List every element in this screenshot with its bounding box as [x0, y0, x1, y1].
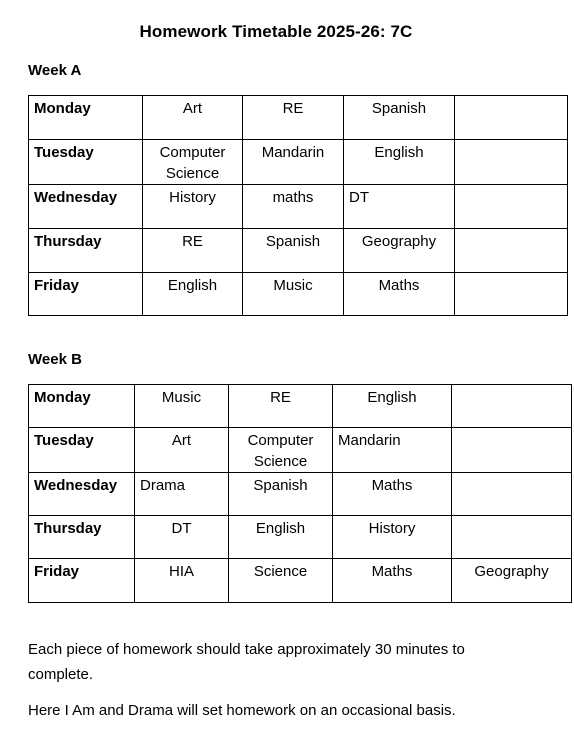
subject-cell: Art: [143, 96, 243, 140]
day-label: Tuesday: [29, 428, 135, 473]
subject-cell: [452, 428, 572, 473]
timetable-row-thursday: [29, 516, 572, 559]
subject-cell: History: [333, 516, 452, 559]
subject-cell: Computer Science: [143, 140, 243, 185]
subject-cell: English: [344, 140, 455, 185]
subject-cell: DT: [135, 516, 229, 559]
day-label: Friday: [29, 559, 135, 603]
subject-cell: Spanish: [344, 96, 455, 140]
homework-duration-note: Each piece of homework should take approximately 30 minutes to complete.: [28, 641, 465, 683]
day-label: Thursday: [29, 229, 143, 273]
week-a-timetable: [28, 95, 568, 316]
subject-cell: [455, 96, 568, 140]
subject-cell: History: [143, 185, 243, 229]
document-title: Homework Timetable 2025-26: 7C: [139, 22, 413, 41]
subject-cell: maths: [243, 185, 344, 229]
subject-cell: Mandarin: [243, 140, 344, 185]
subject-cell: Spanish: [243, 229, 344, 273]
day-label: Monday: [29, 96, 143, 140]
day-label: Friday: [29, 273, 143, 316]
subject-cell: Computer Science: [229, 428, 333, 473]
timetable-row-friday: [29, 559, 572, 603]
subject-cell: [455, 229, 568, 273]
timetable-row-monday: [29, 385, 572, 428]
occasional-homework-note: Here I Am and Drama will set homework on an occasional basis.: [28, 702, 456, 719]
week-a-heading: Week A: [28, 62, 82, 79]
week-b-heading: Week B: [28, 351, 82, 368]
subject-cell: [452, 516, 572, 559]
subject-cell: RE: [243, 96, 344, 140]
day-label: Monday: [29, 385, 135, 428]
subject-cell: Music: [135, 385, 229, 428]
subject-cell: English: [333, 385, 452, 428]
timetable-row-tuesday: [29, 428, 572, 473]
subject-cell: English: [143, 273, 243, 316]
subject-cell: Science: [229, 559, 333, 603]
subject-cell: Geography: [452, 559, 572, 603]
subject-cell: Art: [135, 428, 229, 473]
timetable-row-monday: [29, 96, 568, 140]
day-label: Wednesday: [29, 185, 143, 229]
subject-cell: HIA: [135, 559, 229, 603]
subject-cell: RE: [229, 385, 333, 428]
timetable-row-wednesday: [29, 185, 568, 229]
day-label: Thursday: [29, 516, 135, 559]
subject-cell: [452, 385, 572, 428]
day-label: Wednesday: [29, 473, 135, 516]
timetable-row-wednesday: [29, 473, 572, 516]
timetable-row-tuesday: [29, 140, 568, 185]
week-b-timetable: [28, 384, 572, 603]
subject-cell: [455, 185, 568, 229]
subject-cell: English: [229, 516, 333, 559]
subject-cell: Mandarin: [333, 428, 452, 473]
subject-cell: [455, 140, 568, 185]
subject-cell: Maths: [333, 473, 452, 516]
subject-cell: [452, 473, 572, 516]
timetable-row-friday: [29, 273, 568, 316]
subject-cell: DT: [344, 185, 455, 229]
timetable-row-thursday: [29, 229, 568, 273]
subject-cell: Maths: [333, 559, 452, 603]
day-label: Tuesday: [29, 140, 143, 185]
subject-cell: RE: [143, 229, 243, 273]
subject-cell: Geography: [344, 229, 455, 273]
subject-cell: Music: [243, 273, 344, 316]
subject-cell: Drama: [135, 473, 229, 516]
subject-cell: [455, 273, 568, 316]
subject-cell: Spanish: [229, 473, 333, 516]
subject-cell: Maths: [344, 273, 455, 316]
